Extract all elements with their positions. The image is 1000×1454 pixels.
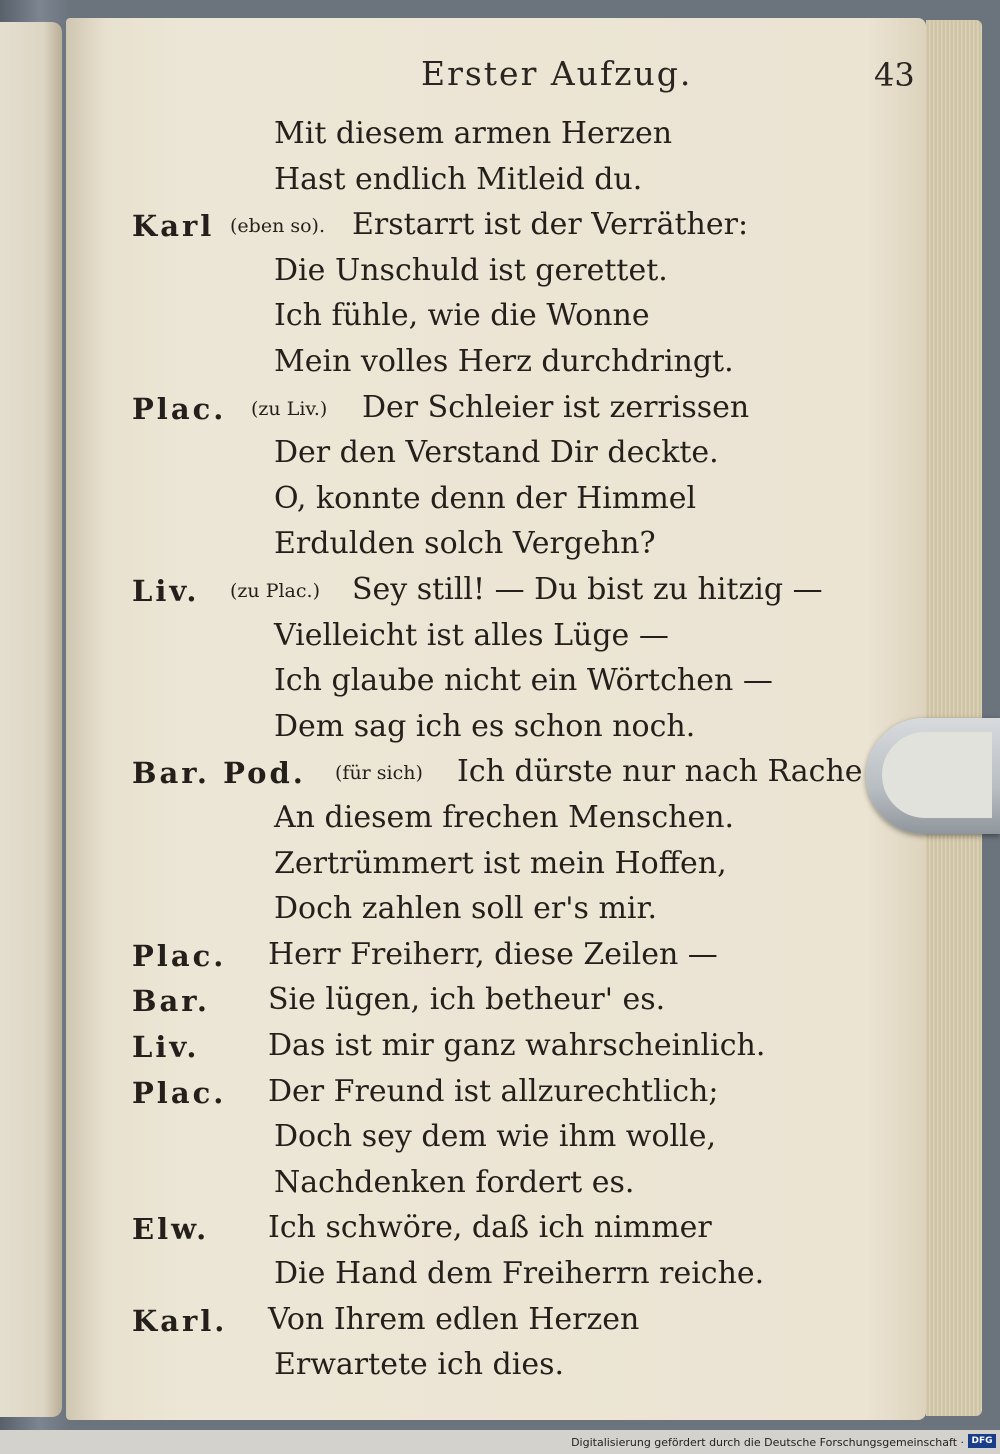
verse-line xyxy=(66,114,966,158)
verse-text: Dem sag ich es schon noch. xyxy=(274,708,696,744)
verse-line xyxy=(66,1345,966,1389)
running-header: Erster Aufzug. xyxy=(421,54,693,93)
verse-line xyxy=(66,1117,966,1161)
speaker-name: Liv. xyxy=(132,574,200,608)
verse-text: Von Ihrem edlen Herzen xyxy=(268,1301,640,1337)
verse-line xyxy=(66,524,966,568)
page-number: 43 xyxy=(874,56,915,94)
verse-text: Ich dürste nur nach Rache xyxy=(457,754,863,790)
verse-line xyxy=(66,479,966,523)
verse-text: Die Unschuld ist gerettet. xyxy=(274,252,668,288)
verse-line xyxy=(66,160,966,204)
verse-text: Die Hand dem Freiherrn reiche. xyxy=(274,1256,765,1291)
verse-line xyxy=(66,296,966,340)
verse-line xyxy=(66,342,966,386)
stage-direction: (zu Liv.) xyxy=(251,397,328,420)
digitization-credit: Digitalisierung gefördert durch die Deutsche Forschungsgemeinschaft · xyxy=(571,1436,964,1449)
verse-text: Der den Verstand Dir deckte. xyxy=(274,435,719,471)
speaker-name: Bar. Pod. xyxy=(132,756,306,791)
verse-text: Erdulden solch Vergehn? xyxy=(274,526,656,562)
verse-line xyxy=(66,980,966,1024)
verse-line xyxy=(66,570,966,614)
speaker-name: Plac. xyxy=(132,391,227,426)
bookmark-clip-inner xyxy=(882,732,992,818)
verse-line xyxy=(66,889,966,933)
verse-text: Nachdenken fordert es. xyxy=(274,1164,635,1200)
verse-text: Doch sey dem wie ihm wolle, xyxy=(274,1119,717,1155)
verse-line xyxy=(66,1208,966,1252)
verse-line xyxy=(66,388,966,432)
verse-text: Ich fühle, wie die Wonne xyxy=(274,298,650,334)
verse-line xyxy=(66,1254,966,1298)
stage-direction: (eben so). xyxy=(230,215,325,238)
verse-text: Das ist mir ganz wahrscheinlich. xyxy=(268,1028,766,1063)
verse-line xyxy=(66,935,966,979)
verse-text: Hast endlich Mitleid du. xyxy=(274,161,643,197)
verse-line xyxy=(66,251,966,295)
stage-direction: (zu Plac.) xyxy=(230,580,320,602)
verse-line xyxy=(66,1026,966,1070)
verse-text: Erstarrt ist der Verräther: xyxy=(352,207,749,243)
speaker-name: Plac. xyxy=(132,1075,227,1110)
verse-text: Sie lügen, ich betheur' es. xyxy=(268,982,666,1018)
stage-direction: (für sich) xyxy=(335,762,423,785)
verse-text: Sey still! — Du bist zu hitzig — xyxy=(352,572,823,607)
verse-line xyxy=(66,752,966,796)
verse-text: Ich glaube nicht ein Wörtchen — xyxy=(274,663,773,699)
verse-text: Vielleicht ist alles Lüge — xyxy=(274,617,669,653)
speaker-name: Karl xyxy=(132,209,215,244)
verse-text: Zertrümmert ist mein Hoffen, xyxy=(274,845,727,881)
speaker-name: Karl. xyxy=(132,1303,228,1338)
verse-line xyxy=(66,707,966,751)
verse-line xyxy=(66,798,966,842)
verse-text: Der Freund ist allzurechtlich; xyxy=(268,1073,719,1109)
verse-line xyxy=(66,433,966,477)
verse-text: Herr Freiherr, diese Zeilen — xyxy=(268,936,718,972)
verse-text: Ich schwöre, daß ich nimmer xyxy=(268,1210,712,1246)
bookmark-clip xyxy=(866,718,1000,834)
verse-line xyxy=(66,661,966,705)
speaker-name: Elw. xyxy=(132,1212,210,1247)
speaker-name: Plac. xyxy=(132,938,227,973)
book-page xyxy=(66,18,926,1420)
verse-line xyxy=(66,1300,966,1344)
verse-text: Mein volles Herz durchdringt. xyxy=(274,344,734,379)
speaker-name: Liv. xyxy=(132,1030,200,1064)
verse-text: Doch zahlen soll er's mir. xyxy=(274,891,658,927)
verse-text: An diesem frechen Menschen. xyxy=(274,800,735,835)
verse-text: O, konnte denn der Himmel xyxy=(274,480,697,516)
verse-line xyxy=(66,616,966,660)
speaker-name: Bar. xyxy=(132,984,211,1019)
verse-line xyxy=(66,205,966,249)
verse-line xyxy=(66,844,966,888)
verse-text: Erwartete ich dies. xyxy=(274,1347,565,1383)
facing-page-edge xyxy=(0,22,62,1417)
verse-line xyxy=(66,1163,966,1207)
dfg-logo: DFG xyxy=(968,1434,996,1448)
verse-text: Der Schleier ist zerrissen xyxy=(362,389,750,425)
verse-line xyxy=(66,1072,966,1116)
verse-text: Mit diesem armen Herzen xyxy=(274,116,673,151)
